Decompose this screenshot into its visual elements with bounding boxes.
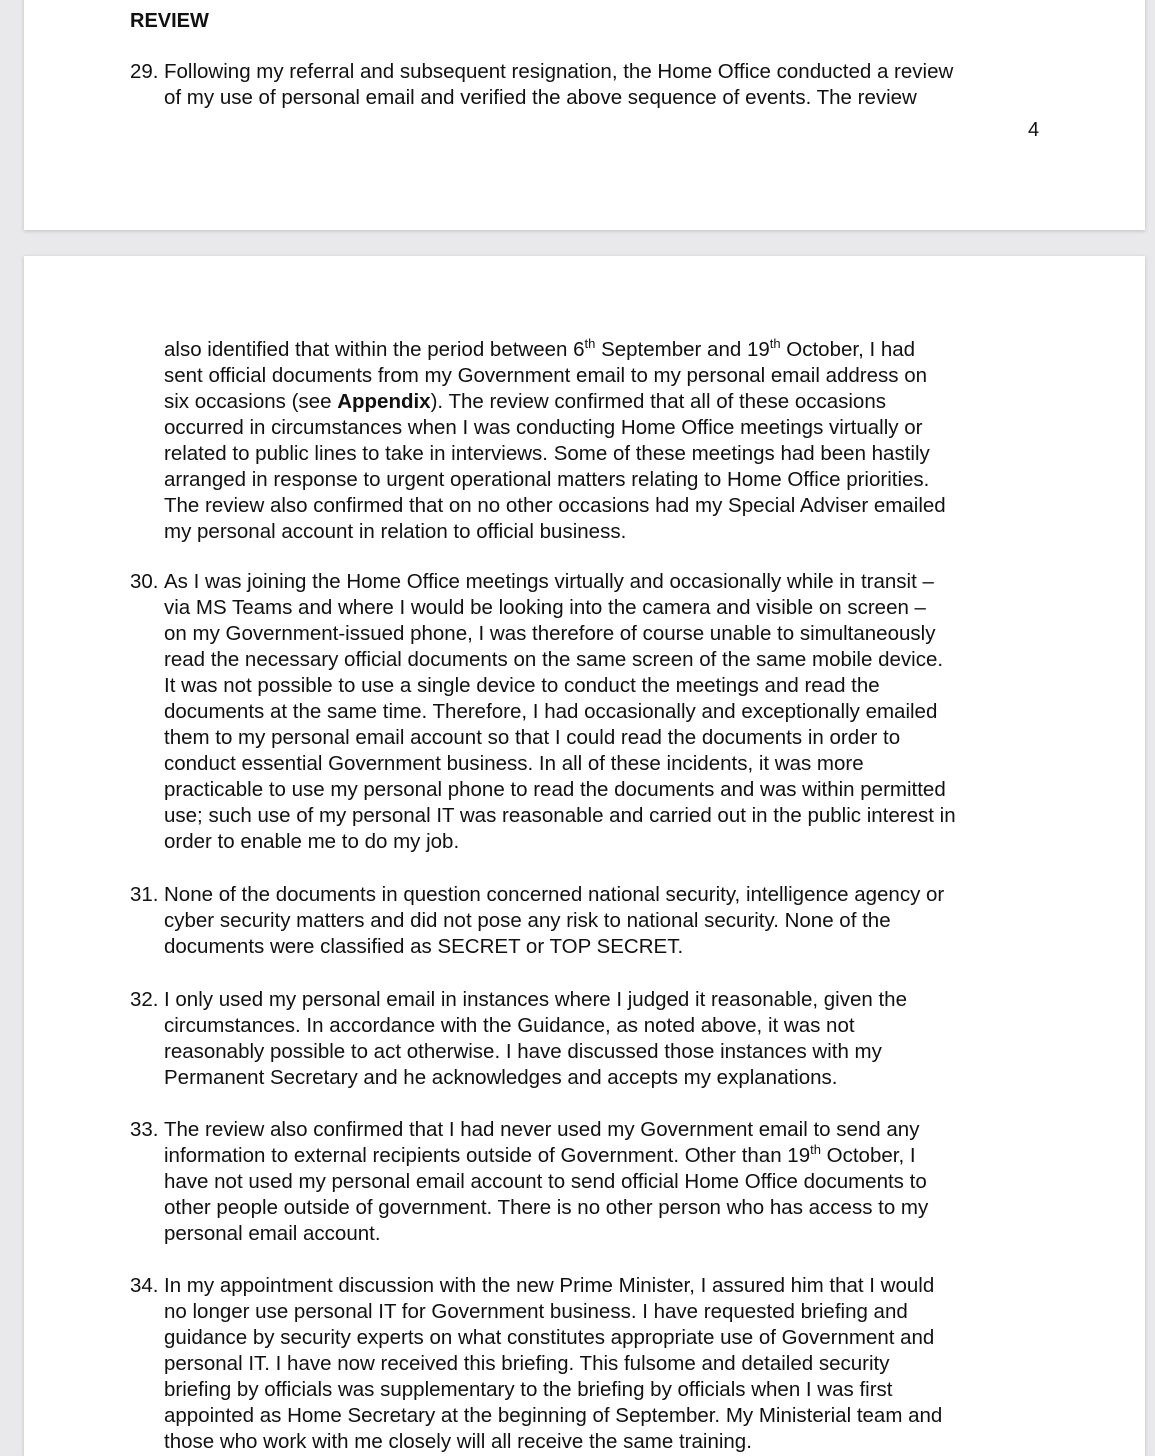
paragraph-text xyxy=(164,59,1130,111)
text-line: have not used my personal email account to send official Home Office documents to xyxy=(164,1170,927,1193)
appendix-reference: Appendix xyxy=(337,390,431,413)
paragraph-29 xyxy=(130,59,1130,111)
paragraph-number: 33. xyxy=(130,1118,159,1141)
text-line: It was not possible to use a single device to conduct the meetings and read the xyxy=(164,674,880,697)
document-page-5 xyxy=(24,256,1145,1456)
text-line: other people outside of government. There is no other person who has access to my xyxy=(164,1196,929,1219)
text-line: occurred in circumstances when I was conducting Home Office meetings virtually or xyxy=(164,416,923,439)
text-line: arranged in response to urgent operational matters relating to Home Office priorities. xyxy=(164,468,930,491)
text-line: personal IT. I have now received this briefing. This fulsome and detailed security xyxy=(164,1352,890,1375)
text-line: As I was joining the Home Office meetings virtually and occasionally while in transit – xyxy=(164,570,934,593)
text-line: None of the documents in question concerned national security, intelligence agency or xyxy=(164,883,945,906)
paragraph-text xyxy=(164,1273,1130,1455)
text-line: cyber security matters and did not pose any risk to national security. None of the xyxy=(164,909,891,932)
text-line: The review also confirmed that on no other occasions had my Special Adviser emailed xyxy=(164,494,946,517)
text-line: order to enable me to do my job. xyxy=(164,830,460,853)
paragraph-text xyxy=(164,882,1130,960)
paragraph-number: 34. xyxy=(130,1274,159,1297)
text-line: related to public lines to take in interviews. Some of these meetings had been hastily xyxy=(164,442,930,465)
text-line: circumstances. In accordance with the Guidance, as noted above, it was not xyxy=(164,1014,855,1037)
paragraph-32 xyxy=(130,987,1130,1091)
page-number: 4 xyxy=(1028,119,1040,141)
text-line: personal email account. xyxy=(164,1222,381,1245)
text-line: on my Government-issued phone, I was therefore of course unable to simultaneously xyxy=(164,622,936,645)
text-line: no longer use personal IT for Government business. I have requested briefing and xyxy=(164,1300,908,1323)
paragraph-number: 30. xyxy=(130,570,159,593)
text-line: In my appointment discussion with the new Prime Minister, I assured him that I would xyxy=(164,1274,935,1297)
paragraph-text xyxy=(164,337,1130,545)
text-line: sent official documents from my Government email to my personal email address on xyxy=(164,364,928,387)
paragraph-34 xyxy=(130,1273,1130,1455)
text-line: appointed as Home Secretary at the beginning of September. My Ministerial team and xyxy=(164,1404,943,1427)
paragraph-number: 32. xyxy=(130,988,159,1011)
text-line: documents were classified as SECRET or TOP SECRET. xyxy=(164,935,684,958)
text-line: practicable to use my personal phone to read the documents and was within permitted xyxy=(164,778,946,801)
paragraph-text xyxy=(164,1117,1130,1247)
paragraph-33 xyxy=(130,1117,1130,1247)
document-page-4 xyxy=(24,0,1145,230)
text-line: Permanent Secretary and he acknowledges and accepts my explanations. xyxy=(164,1066,838,1089)
text-line: documents at the same time. Therefore, I had occasionally and exceptionally emailed xyxy=(164,700,938,723)
text-line: I only used my personal email in instances where I judged it reasonable, given the xyxy=(164,988,907,1011)
section-heading: REVIEW xyxy=(130,10,209,32)
text-line: use; such use of my personal IT was reasonable and carried out in the public interest in xyxy=(164,804,956,827)
paragraph-number: 29. xyxy=(130,60,159,83)
paragraph-text xyxy=(164,569,1130,855)
paragraph-text xyxy=(164,987,1130,1091)
text-line: my personal account in relation to official business. xyxy=(164,520,627,543)
text-line: via MS Teams and where I would be looking into the camera and visible on screen – xyxy=(164,596,926,619)
text-line: briefing by officials was supplementary to the briefing by officials when I was first xyxy=(164,1378,893,1401)
paragraph-number: 31. xyxy=(130,883,159,906)
text-line: The review also confirmed that I had never used my Government email to send any xyxy=(164,1118,920,1141)
text-line: those who work with me closely will all receive the same training. xyxy=(164,1430,752,1453)
paragraph-31 xyxy=(130,882,1130,960)
text-line: reasonably possible to act otherwise. I have discussed those instances with my xyxy=(164,1040,882,1063)
text-line: six occasions (see Appendix). The review confirmed that all of these occasions xyxy=(164,390,886,413)
text-line: read the necessary official documents on the same screen of the same mobile device. xyxy=(164,648,944,671)
paragraph-29-continued xyxy=(130,337,1130,545)
text-line: them to my personal email account so that I could read the documents in order to xyxy=(164,726,901,749)
text-line: conduct essential Government business. In all of these incidents, it was more xyxy=(164,752,864,775)
text-line: guidance by security experts on what constitutes appropriate use of Government and xyxy=(164,1326,935,1349)
paragraph-30 xyxy=(130,569,1130,855)
text-line: of my use of personal email and verified the above sequence of events. The review xyxy=(164,86,917,109)
text-line: Following my referral and subsequent resignation, the Home Office conducted a review xyxy=(164,60,954,83)
text-line: also identified that within the period between 6th September and 19th October, I had xyxy=(164,336,916,361)
text-line: information to external recipients outside of Government. Other than 19th October, I xyxy=(164,1142,916,1167)
